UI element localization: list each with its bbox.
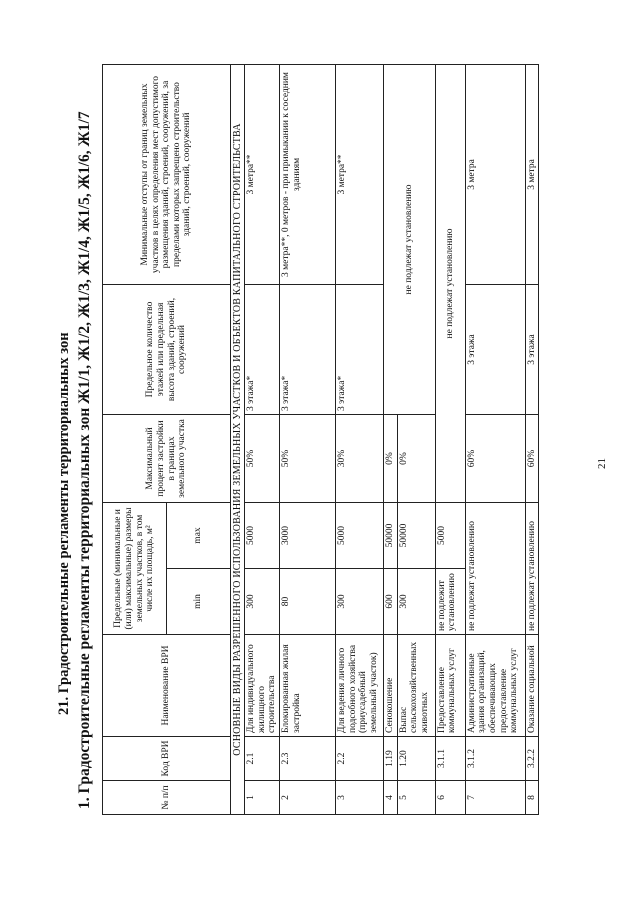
cell-floors: 3 этажа* xyxy=(245,285,280,415)
cell-size-text: не подлежат установлению xyxy=(465,503,525,635)
cell-setback: 3 метра xyxy=(465,65,525,285)
cell-size-text: не подлежит установлению xyxy=(435,569,465,635)
merged-not-established: не подлежат установлению xyxy=(384,65,436,415)
table-row xyxy=(280,65,336,815)
heading-main: 21. Градостроительные регламенты территориальных зон xyxy=(56,332,72,715)
cell-percent: 0% xyxy=(384,415,398,503)
cell-num: 8 xyxy=(525,781,539,815)
cell-name: Выпас сельскохозяйственных животных xyxy=(397,635,435,737)
cell-num: 5 xyxy=(397,781,435,815)
cell-name: Оказание социальной xyxy=(525,635,539,737)
cell-num: 2 xyxy=(280,781,336,815)
table-row xyxy=(384,65,398,815)
cell-floors: 3 этажа xyxy=(525,285,539,415)
cell-num: 7 xyxy=(465,781,525,815)
cell-max: 3000 xyxy=(280,503,336,569)
cell-num: 3 xyxy=(336,781,384,815)
header-size: Предельные (минимальные и (или) максимальные) размеры земельных участков, в том числе их площадь, м² xyxy=(103,503,167,635)
cell-name: Для индивидуального жилищного строительства xyxy=(245,635,280,737)
cell-code: 3.1.2 xyxy=(465,737,525,781)
cell-floors: 3 этажа xyxy=(465,285,525,415)
merged-not-established-row6: не подлежат установлению xyxy=(435,65,465,503)
heading-sub: 1. Градостроительные регламенты территориальных зон Ж1/1, Ж1/2, Ж1/3, Ж1/4, Ж1/5, Ж1/6, Ж1/7 xyxy=(76,111,93,809)
header-percent: Максимальный процент застройки в границах земельного участка xyxy=(103,415,231,503)
cell-min: 300 xyxy=(397,569,435,635)
cell-name: Для ведения личного подсобного хозяйства (приусадебный земельный участок) xyxy=(336,635,384,737)
cell-name: Сенокошение xyxy=(384,635,398,737)
table-row xyxy=(525,65,539,815)
cell-percent: 60% xyxy=(465,415,525,503)
page-number: 21 xyxy=(596,458,608,469)
cell-max: 5000 xyxy=(336,503,384,569)
table-row xyxy=(245,65,280,815)
header-code: Код ВРИ xyxy=(103,737,231,781)
cell-min: 600 xyxy=(384,569,398,635)
cell-setback: 3 метра** xyxy=(245,65,280,285)
cell-setback: 3 метра**, 0 метров - при примыкании к соседним зданиям xyxy=(280,65,336,285)
cell-code: 1.20 xyxy=(397,737,435,781)
cell-code: 1.19 xyxy=(384,737,398,781)
cell-code: 3.1.1 xyxy=(435,737,465,781)
cell-min: 80 xyxy=(280,569,336,635)
cell-percent: 0% xyxy=(397,415,435,503)
cell-code: 3.2.2 xyxy=(525,737,539,781)
cell-max: 50000 xyxy=(397,503,435,569)
cell-percent: 50% xyxy=(245,415,280,503)
cell-percent: 50% xyxy=(280,415,336,503)
header-floors: Предельное количество этажей или предельная высота зданий, строений, сооружений xyxy=(103,285,231,415)
cell-setback: 3 метра** xyxy=(336,65,384,285)
cell-percent: 30% xyxy=(336,415,384,503)
table-row xyxy=(336,65,384,815)
header-min: min xyxy=(167,569,231,635)
cell-code: 2.2 xyxy=(336,737,384,781)
cell-num: 6 xyxy=(435,781,465,815)
cell-max: 5000 xyxy=(435,503,465,569)
cell-max: 50000 xyxy=(384,503,398,569)
section-title: ОСНОВНЫЕ ВИДЫ РАЗРЕШЕННОГО ИСПОЛЬЗОВАНИЯ ЗЕМЕЛЬНЫХ УЧАСТКОВ И ОБЪЕКТОВ КАПИТАЛЬНОГО СТРОИТЕЛЬСТВА xyxy=(231,65,245,815)
table-row xyxy=(465,65,525,815)
cell-name: Блокированная жилая застройка xyxy=(280,635,336,737)
section-row xyxy=(231,65,245,815)
cell-code: 2.3 xyxy=(280,737,336,781)
header-num: № п/п xyxy=(103,781,231,815)
header-name: Наименование ВРИ xyxy=(103,635,231,737)
table-row xyxy=(435,65,465,815)
header-setback: Минимальные отступы от границ земельных участков в целях определения мест допустимого размещения зданий, строений, сооружений, за пределами которых запрещено строительство зданий, строений, сооружений xyxy=(103,65,231,285)
cell-code: 2.1 xyxy=(245,737,280,781)
cell-floors: 3 этажа* xyxy=(280,285,336,415)
header-max: max xyxy=(167,503,231,569)
cell-min: 300 xyxy=(245,569,280,635)
cell-max: 5000 xyxy=(245,503,280,569)
regulations-table xyxy=(102,64,539,815)
cell-floors: 3 этажа* xyxy=(336,285,384,415)
cell-num: 1 xyxy=(245,781,280,815)
cell-size-text: не подлежат установлению xyxy=(525,503,539,635)
cell-setback: 3 метра xyxy=(525,65,539,285)
cell-percent: 60% xyxy=(525,415,539,503)
cell-num: 4 xyxy=(384,781,398,815)
cell-min: 300 xyxy=(336,569,384,635)
cell-name: Административные здания организаций, обеспечивающих предоставление коммунальных услуг xyxy=(465,635,525,737)
cell-name: Предоставление коммунальных услуг xyxy=(435,635,465,737)
